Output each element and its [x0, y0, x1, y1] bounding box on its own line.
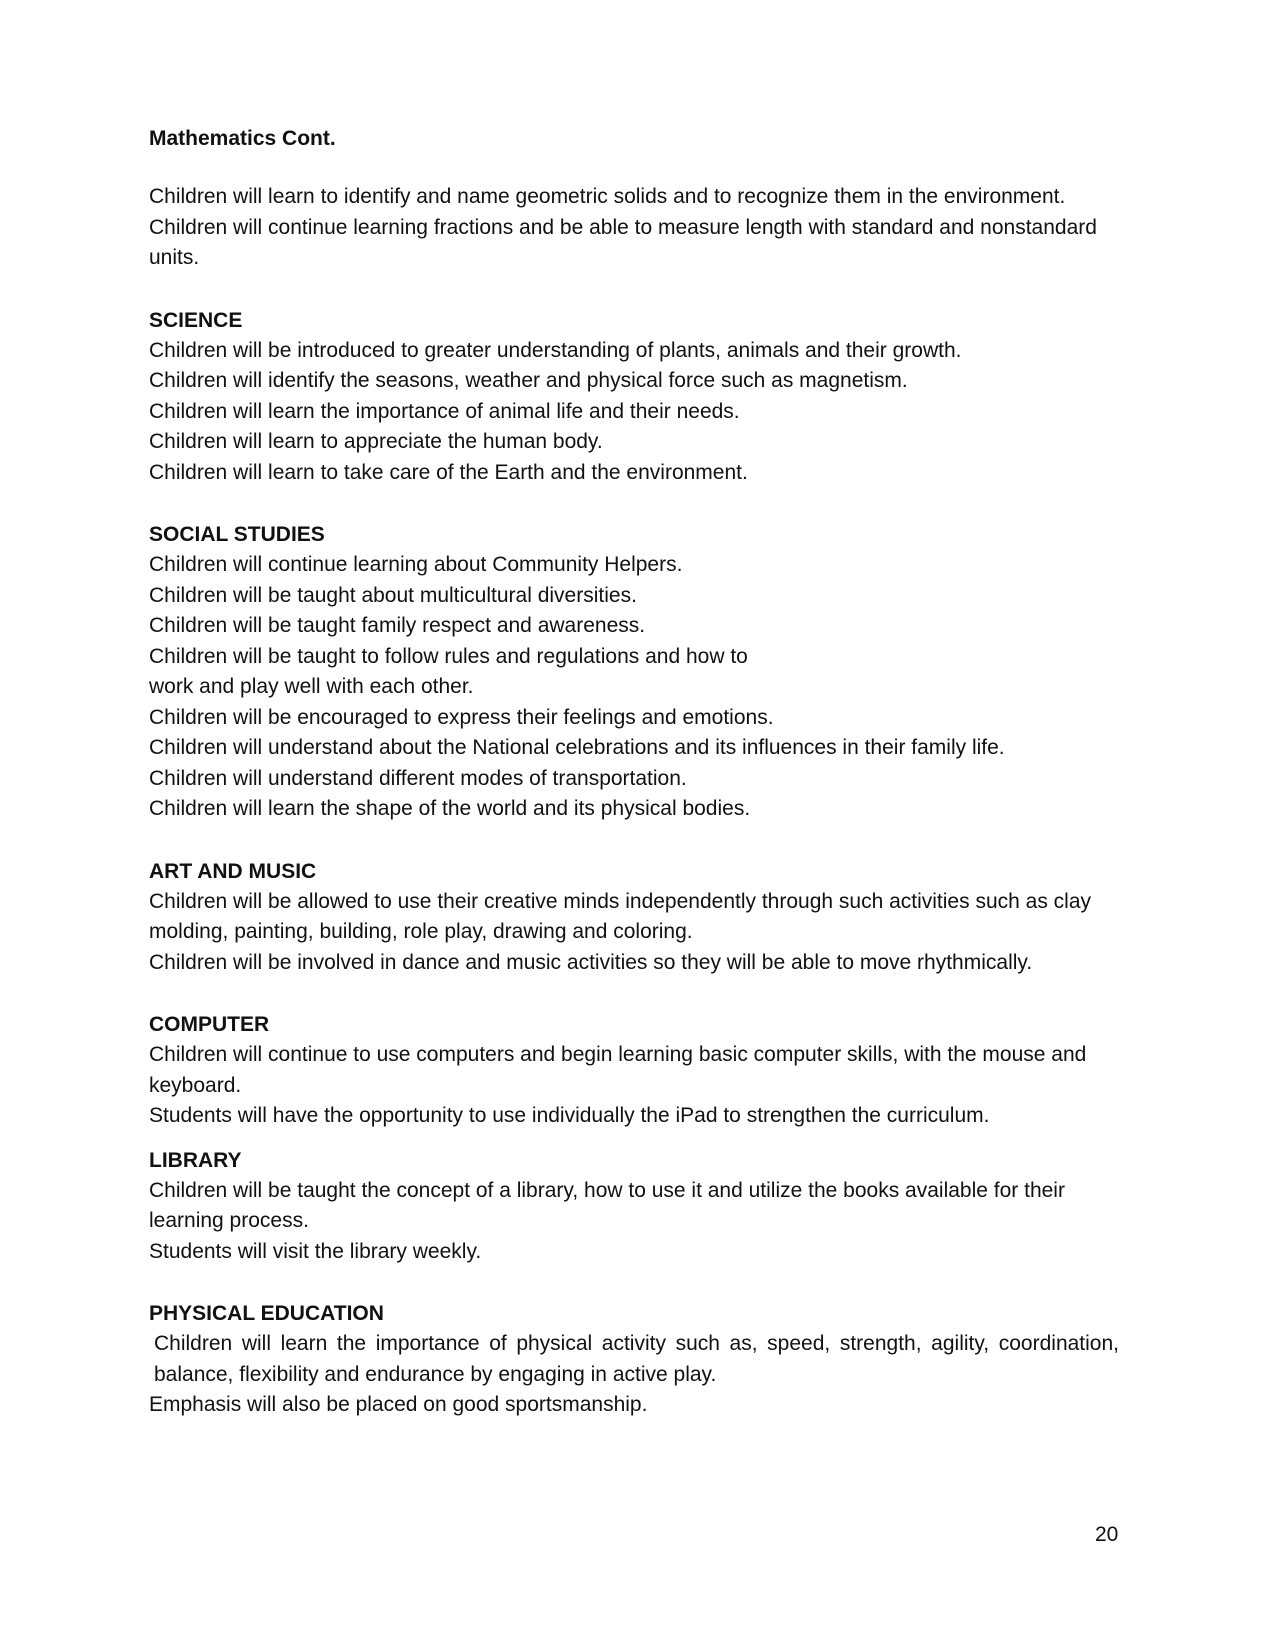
- section-heading: ART AND MUSIC: [149, 859, 317, 883]
- paragraph: Children will learn the shape of the world and its physical bodies.: [149, 797, 751, 820]
- section-heading: PHYSICAL EDUCATION: [149, 1302, 384, 1325]
- section-art-and-music: [149, 857, 1119, 979]
- paragraph: Children will learn to take care of the Earth and the environment.: [149, 460, 748, 484]
- paragraph: Children will learn the importance of physical activity such as, speed, strength, agility, coordination, balance, flexibility and endurance by engaging in active play.: [154, 1332, 1119, 1386]
- section-mathematics: [149, 124, 1119, 274]
- section-heading: SOCIAL STUDIES: [149, 523, 325, 546]
- paragraph: Children will understand different modes of transportation.: [149, 766, 687, 790]
- page-number: 20: [1095, 1523, 1119, 1546]
- paragraph: Students will have the opportunity to use individually the iPad to strengthen the curriculum.: [149, 1104, 990, 1127]
- paragraph: Children will be involved in dance and music activities so they will be able to move rhythmically.: [149, 950, 1033, 974]
- paragraph: Children will learn to appreciate the human body.: [149, 430, 603, 453]
- section-heading: Mathematics Cont.: [149, 127, 336, 150]
- paragraph: Emphasis will also be placed on good sportsmanship.: [149, 1393, 648, 1416]
- paragraph: Children will be introduced to greater understanding of plants, animals and their growth.: [149, 338, 962, 362]
- paragraph: Students will visit the library weekly.: [149, 1239, 482, 1263]
- paragraph: Children will be taught to follow rules and regulations and how to: [149, 644, 748, 668]
- section-computer: [149, 1010, 1119, 1132]
- paragraph: Children will learn to identify and name geometric solids and to recognize them in the environment.: [149, 185, 1066, 208]
- paragraph: Children will continue learning fractions and be able to measure length with standard and nonstandard units.: [149, 215, 1097, 269]
- paragraph: Children will be taught the concept of a library, how to use it and utilize the books available for their learning process.: [149, 1178, 1065, 1232]
- section-library: [149, 1146, 1119, 1268]
- paragraph: Children will learn the importance of animal life and their needs.: [149, 399, 740, 423]
- paragraph: Children will continue learning about Community Helpers.: [149, 553, 683, 576]
- paragraph: work and play well with each other.: [149, 675, 474, 698]
- section-heading: COMPUTER: [149, 1013, 270, 1036]
- paragraph: Children will be encouraged to express their feelings and emotions.: [149, 705, 774, 729]
- paragraph: Children will continue to use computers and begin learning basic computer skills, with the mouse and keyboard.: [149, 1043, 1087, 1097]
- paragraph: Children will be taught family respect and awareness.: [149, 614, 646, 637]
- section-heading: SCIENCE: [149, 308, 243, 332]
- paragraph: Children will be allowed to use their creative minds independently through such activities such as clay molding, painting, building, role play, drawing and coloring.: [149, 889, 1091, 943]
- paragraph: Children will identify the seasons, weather and physical force such as magnetism.: [149, 369, 908, 392]
- paragraph: Children will be taught about multicultural diversities.: [149, 583, 637, 607]
- section-heading: LIBRARY: [149, 1148, 242, 1172]
- section-science: [149, 306, 1119, 489]
- section-social-studies: [149, 520, 1119, 825]
- paragraph: Children will understand about the National celebrations and its influences in their family life.: [149, 736, 1005, 759]
- document-page: [149, 124, 1119, 1421]
- section-physical-education: [149, 1299, 1119, 1421]
